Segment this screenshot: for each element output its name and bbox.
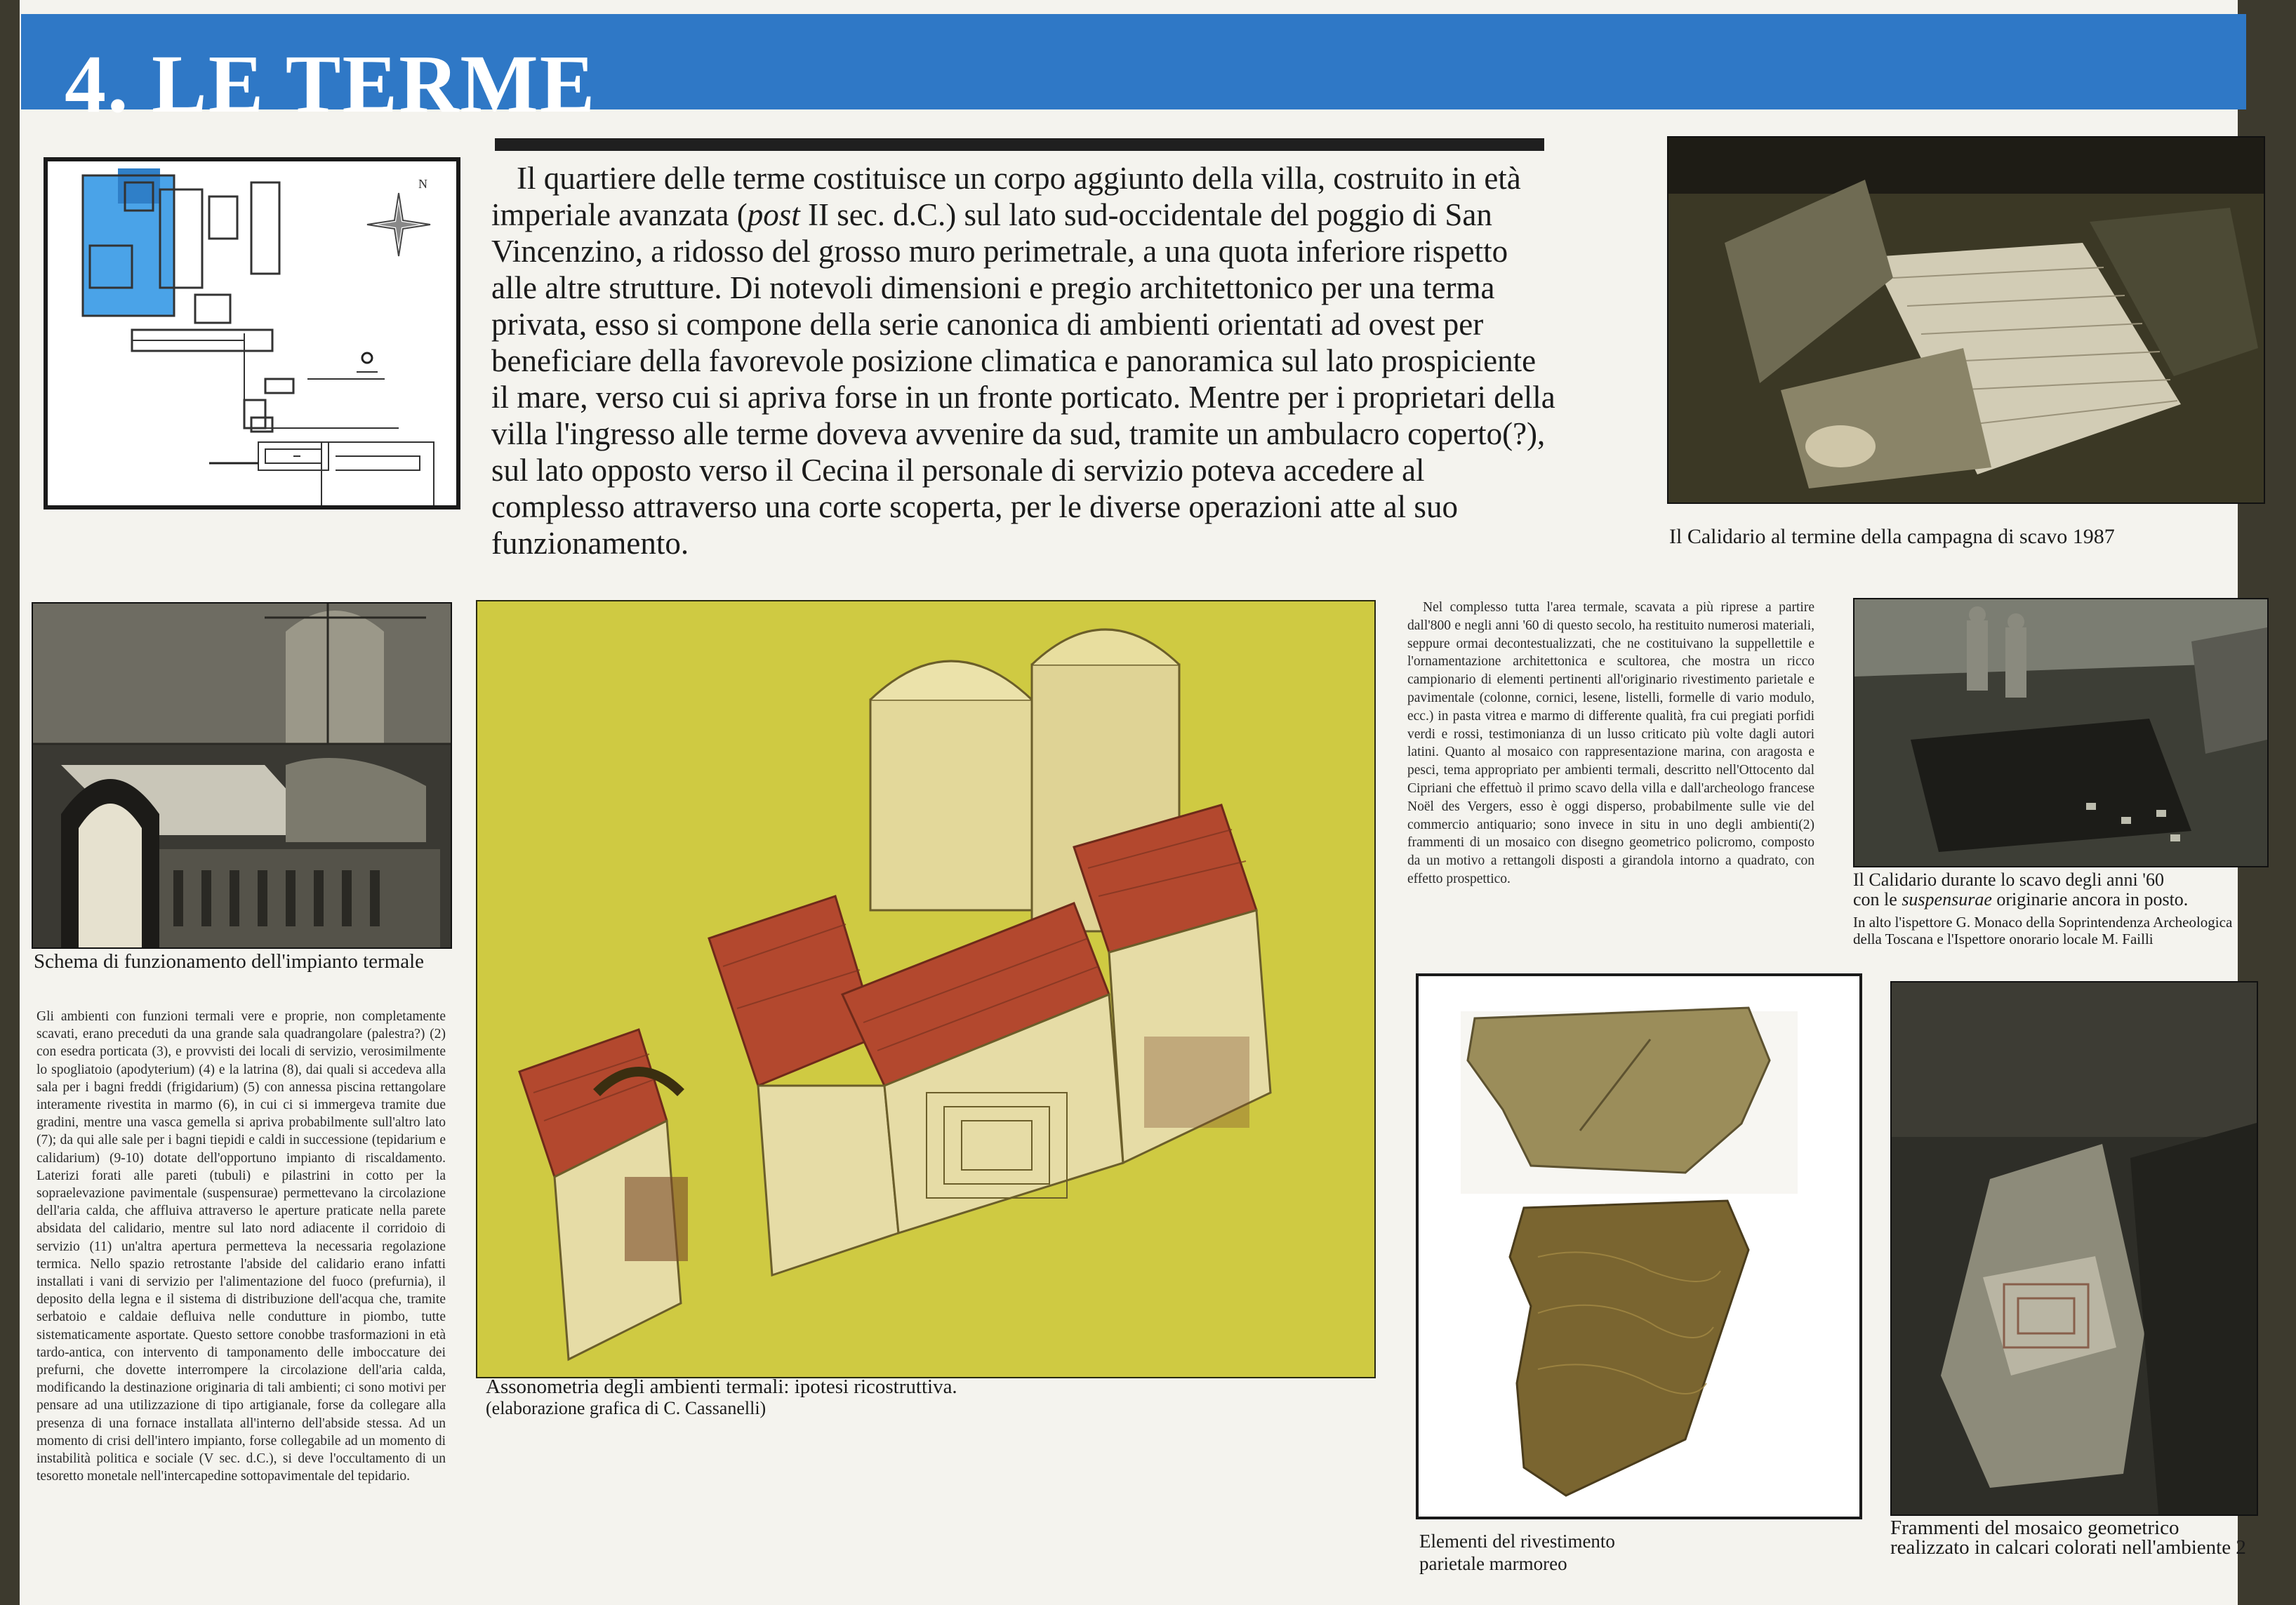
caption-scavo-60: Il Calidario durante lo scavo degli anni '60 con le suspensurae originarie ancora in posto. [1853,870,2189,910]
page-title: 4. LE TERME [65,38,597,130]
compass-rose [367,193,430,256]
caption-schema: Schema di funzionamento dell'impianto termale [34,950,425,973]
caption-rivestimento: Elementi del rivestimento parietale marmoreo [1419,1531,1615,1574]
schema-drawing [32,602,452,949]
site-plan-drawing [48,161,456,505]
left-body-text: Gli ambienti con funzioni termali vere e proprie, non completamente scavati, erano preceduti da una grande sala quadrangolare (palestra?) (2) con esedra porticata (3), e provvisti dei locali di servizio, verosimilmente lo spogliatoio (apodyterium) (4) e la latrina (8), dai quali si accedeva alla sala per i bagni freddi (frigidarium) (5) con annessa piscina rettangolare interamente rivestita in marmo (6), in cui ci si immergeva tramite due gradini, mentre una vasca gemella si apriva probabilmente sull'altro lato (7); da qui alle sale per i bagni tiepidi e caldi in successione (tepidarium e calidarium) (9-10) dotate dell'opportuno impianto di riscaldamento. Laterizi forati alle pareti (tubuli) e pilastrini in cotto per la sopraelevazione pavimentale (suspensurae) permettevano la circolazione dell'aria calda, che affluiva attraverso le aperture praticate nella parete absidata del calidario, mentre sul lato nord adiacente il corridoio di servizio (11) un'altra apertura permetteva la necessaria regolazione termica. Nello spazio retrostante l'abside del calidario erano infatti installati i vani di servizio per l'alimentazione del fuoco (prefurnia), il deposito della legna e il sistema di distribuzione dell'acqua che, tramite serbatoio e caldaie defluiva nelle condutture in piombo, tutte sistematicamente asportate. Questo settore conobbe trasformazioni in età tardo-antica, con intervento di tamponamento delle imboccature dei prefurni, che dovette interrompere la circolazione dell'aria calda, modificando la destinazione originaria di tali ambienti; ci sono motivi per pensare ad una utilizzazione di tipo artigianale, forse da collegare alla presenza di una fornace installata all'interno dell'abside stessa. Ad un momento di crisi dell'intero impianto, forse collegabile ad un momento di instabilità politica e sociale (V sec. d.C.), si deve l'occultamento di un tesoretto monetale nell'intercapedine sottopavimentale del tepidario. [37,1009,446,1484]
site-map [44,157,460,510]
middle-body-text: Nel complesso tutta l'area termale, scavata a più riprese a partire dall'800 e negli anni '60 di questo secolo, ha restituito numerosi materiali, seppure ormai decontestualizzati, che ne costituivano la suppellettile e l'ornamentazione architettonica e scultorea, che mostra un ricco campionario di elementi pertinenti all'originario rivestimento parietale e pavimentale (colonne, cornici, lesene, listelli, formelle di vario modulo, ecc.) in pasta vitrea e marmo di differente qualità, fra cui pregiati porfidi verdi e rossi, testimonianza di un lusso criticato più volte dagli autori latini. Quanto al mosaico con rappresentazione marina, con aragosta e pesci, tema appropriato per ambienti termali, descritto nell'Ottocento dal Cipriani che effettuò il primo scavo della villa e dall'archeologo francese Noël des Vergers, esso è oggi disperso, probabilmente sulle vie del commercio antiquario; sono invece in situ in uno degli ambienti(2) frammenti di un mosaico con disegno geometrico policromo, composto da un motivo a rettangoli disposti a girandola intorno a quadrato, con effetto prospettico. [1407,600,1814,886]
marble-fragment-2 [1510,1201,1748,1496]
scavo-anni-60-photo [1853,598,2269,867]
caption-assonometria-2: (elaborazione grafica di C. Cassanelli) [486,1398,767,1418]
caption-assonometria-1: Assonometria degli ambienti termali: ipotesi ricostruttiva. [486,1376,957,1398]
axonometric-drawing [476,600,1376,1378]
caption-mosaico: Frammenti del mosaico geometrico realizzato in calcari colorati nell'ambiente 2 [1890,1517,2246,1559]
caption-scavo-60-note: In alto l'ispettore G. Monaco della Soprintendenza Archeologica della Toscana e l'Ispettore onorario locale M. Failli [1853,914,2233,947]
caption-calidario-1987: Il Calidario al termine della campagna di scavo 1987 [1669,525,2115,548]
intro-paragraph: Il quartiere delle terme costituisce un corpo aggiunto della villa, costruito in età imperiale avanzata (post II sec. d.C.) sul lato sud-occidentale del poggio di San Vincenzino, a ridosso del grosso muro perimetrale, a una quota inferiore rispetto alle altre strutture. Di notevoli dimensioni e pregio architettonico per una terma privata, esso si compone della serie canonica di ambienti orientati ad ovest per beneficiare della favorevole posizione climatica e panoramica sul lato prospiciente il mare, verso cui si apriva forse in un fronte porticato. Mentre per i proprietari della villa l'ingresso alle terme doveva avvenire da sud, tramite un ambulacro coperto(?), sul lato opposto verso il Cecina il personale di servizio poteva accedere al complesso attraverso una corte scoperta, per le diverse operazioni atte al suo funzionamento. [491,161,1555,561]
intro-rule [495,138,1544,151]
title-banner [21,14,2246,130]
north-label: N [418,177,427,191]
calidario-1987-photo [1667,136,2265,504]
mosaico-photo [1890,981,2258,1516]
marble-fragments-box [1416,973,1862,1519]
